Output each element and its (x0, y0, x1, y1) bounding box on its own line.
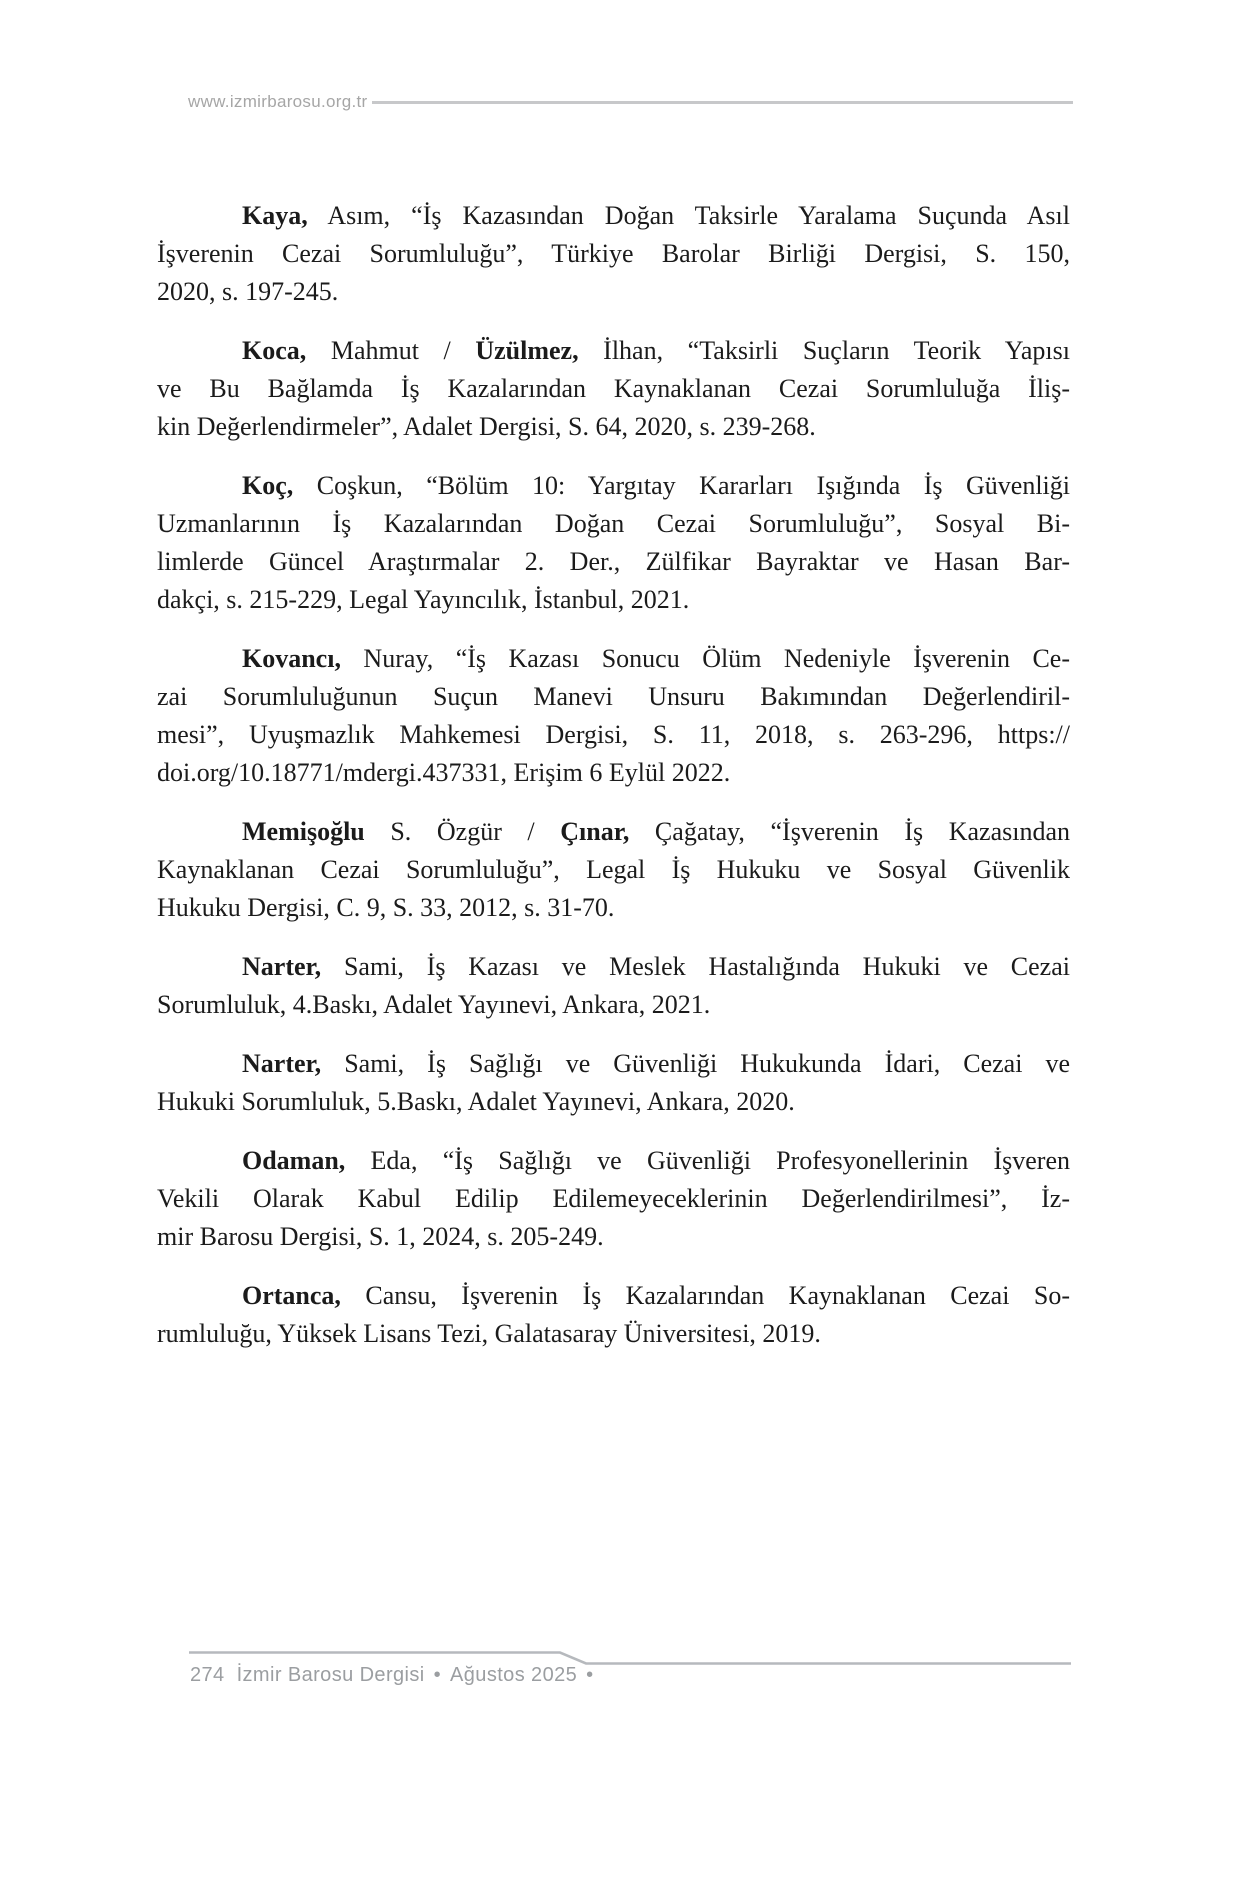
bib-text: doi.org/10.18771/mdergi.437331, Erişim 6 Eylül 2022. (157, 758, 731, 787)
bib-text: rumluluğu, Yüksek Lisans Tezi, Galatasaray Üniversitesi, 2019. (157, 1319, 821, 1348)
bib-text: zai Sorumluluğunun Suçun Manevi Unsuru Bakımından Değerlendiril- (157, 682, 1070, 711)
bib-text: Hukuku Dergisi, C. 9, S. 33, 2012, s. 31-70. (157, 893, 615, 922)
bib-entry-line (157, 332, 1070, 370)
footer-separator: • (433, 1664, 442, 1686)
author-name: Odaman, (242, 1146, 346, 1175)
bib-text: Cansu, İşverenin İş Kazalarından Kaynaklanan Cezai So- (340, 1281, 1070, 1310)
bib-entry-line (157, 813, 1070, 851)
bib-entry-line (157, 986, 1070, 1024)
page-footer (188, 1650, 1072, 1687)
bib-text: limlerde Güncel Araştırmalar 2. Der., Zülfikar Bayraktar ve Hasan Bar- (157, 547, 1070, 576)
footer-trailing-separator: • (586, 1664, 594, 1686)
header-rule (372, 101, 1073, 104)
bib-text: Mahmut / (306, 336, 476, 365)
bib-entry-line (157, 1180, 1070, 1218)
bib-text: ve Bu Bağlamda İş Kazalarından Kaynaklanan Cezai Sorumluluğa İliş- (157, 374, 1070, 403)
bib-text: Vekili Olarak Kabul Edilip Edilemeyeceklerinin Değerlendirilmesi”, İz- (157, 1184, 1070, 1213)
bibliography-entry (157, 1045, 1070, 1121)
bibliography-entry (157, 332, 1070, 446)
bib-entry-line (157, 640, 1070, 678)
author-name: Üzülmez, (475, 336, 579, 365)
bib-entry-line (157, 754, 1070, 792)
author-name: Çınar, (560, 817, 630, 846)
bib-text: Sami, İş Kazası ve Meslek Hastalığında Hukuki ve Cezai (321, 952, 1070, 981)
footer-issue-date: Ağustos 2025 (450, 1664, 578, 1686)
header-url: www.izmirbarosu.org.tr (188, 92, 368, 111)
page-header (188, 92, 1073, 112)
bib-entry-line (157, 1045, 1070, 1083)
bib-text: mir Barosu Dergisi, S. 1, 2024, s. 205-249. (157, 1222, 604, 1251)
bib-entry-line (157, 543, 1070, 581)
author-name: Narter, (242, 952, 322, 981)
bibliography-entry (157, 1142, 1070, 1256)
bib-text: Kaynaklanan Cezai Sorumluluğu”, Legal İş Hukuku ve Sosyal Güvenlik (157, 855, 1070, 884)
bib-entry-line (157, 1083, 1070, 1121)
bib-text: İlhan, “Taksirli Suçların Teorik Yapısı (578, 336, 1070, 365)
bib-text: mesi”, Uyuşmazlık Mahkemesi Dergisi, S. 11, 2018, s. 263-296, https:// (157, 720, 1070, 749)
author-name: Narter, (242, 1049, 322, 1078)
footer-page-number: 274 (190, 1664, 225, 1686)
author-name: Memişoğlu (242, 817, 365, 846)
bib-text: Sami, İş Sağlığı ve Güvenliği Hukukunda İdari, Cezai ve (321, 1049, 1070, 1078)
bib-entry-line (157, 235, 1070, 273)
bib-text: Çağatay, “İşverenin İş Kazasından (629, 817, 1070, 846)
bib-entry-line (157, 581, 1070, 619)
bib-text: Coşkun, “Bölüm 10: Yargıtay Kararları Işığında İş Güvenliği (293, 471, 1070, 500)
bib-text: Uzmanlarının İş Kazalarından Doğan Cezai Sorumluluğu”, Sosyal Bi- (157, 509, 1070, 538)
bib-entry-line (157, 1277, 1070, 1315)
bib-text: Sorumluluk, 4.Baskı, Adalet Yayınevi, Ankara, 2021. (157, 990, 711, 1019)
bib-text: S. Özgür / (364, 817, 561, 846)
footer-journal-title: İzmir Barosu Dergisi (236, 1664, 425, 1686)
author-name: Koca, (242, 336, 307, 365)
bib-entry-line (157, 408, 1070, 446)
bib-entry-line (157, 370, 1070, 408)
bibliography-list (157, 197, 1070, 1374)
bib-entry-line (157, 716, 1070, 754)
bib-entry-line (157, 273, 1070, 311)
bib-text: Eda, “İş Sağlığı ve Güvenliği Profesyonellerinin İşveren (345, 1146, 1070, 1175)
bib-entry-line (157, 948, 1070, 986)
bibliography-entry (157, 467, 1070, 619)
bibliography-entry (157, 1277, 1070, 1353)
bib-text: Hukuki Sorumluluk, 5.Baskı, Adalet Yayınevi, Ankara, 2020. (157, 1087, 795, 1116)
bib-entry-line (157, 851, 1070, 889)
bib-entry-line (157, 678, 1070, 716)
bib-text: dakçi, s. 215-229, Legal Yayıncılık, İstanbul, 2021. (157, 585, 690, 614)
author-name: Koç, (242, 471, 294, 500)
bibliography-entry (157, 197, 1070, 311)
bib-entry-line (157, 467, 1070, 505)
author-name: Kaya, (242, 201, 308, 230)
bibliography-entry (157, 948, 1070, 1024)
bib-entry-line (157, 505, 1070, 543)
bib-text: Nuray, “İş Kazası Sonucu Ölüm Nedeniyle İşverenin Ce- (340, 644, 1070, 673)
author-name: Kovancı, (242, 644, 341, 673)
bibliography-entry (157, 640, 1070, 792)
bib-text: İşverenin Cezai Sorumluluğu”, Türkiye Barolar Birliği Dergisi, S. 150, (157, 239, 1070, 268)
author-name: Ortanca, (242, 1281, 341, 1310)
bib-text: Asım, “İş Kazasından Doğan Taksirle Yaralama Suçunda Asıl (307, 201, 1070, 230)
bib-entry-line (157, 1142, 1070, 1180)
bib-entry-line (157, 889, 1070, 927)
bib-entry-line (157, 1315, 1070, 1353)
bib-text: kin Değerlendirmeler”, Adalet Dergisi, S. 64, 2020, s. 239-268. (157, 412, 816, 441)
bibliography-entry (157, 813, 1070, 927)
bib-entry-line (157, 197, 1070, 235)
footer-text (188, 1664, 1072, 1687)
bib-entry-line (157, 1218, 1070, 1256)
bib-text: 2020, s. 197-245. (157, 277, 339, 306)
